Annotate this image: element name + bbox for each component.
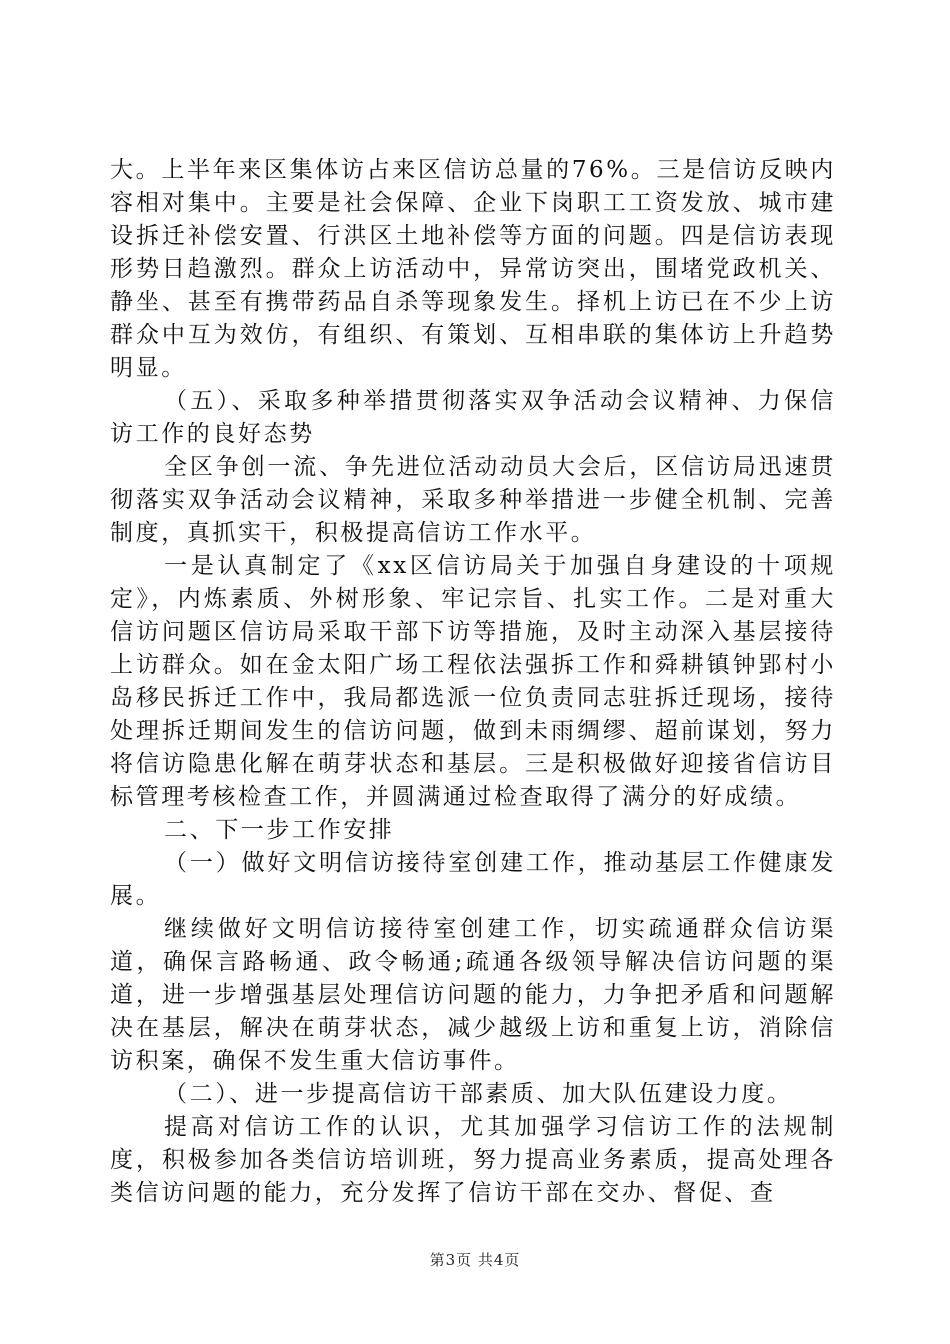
paragraph-2: （五）、采取多种举措贯彻落实双争活动会议精神、力保信访工作的良好态势 <box>110 388 836 447</box>
paragraph-7: 继续做好文明信访接待室创建工作，切实疏通群众信访渠道，确保言路畅通、政令畅通;疏通各级领导解决信访问题的渠道，进一步增强基层处理信访问题的能力，力争把矛盾和问题解决在基层，解决在萌芽状态，减少越级上访和重复上访，消除信访积案，确保不发生重大信访事件。 <box>110 916 836 1074</box>
paragraph-3: 全区争创一流、争先进位活动动员大会后，区信访局迅速贯彻落实双争活动会议精神，采取多种举措进一步健全机制、完善制度，真抓实干，积极提高信访工作水平。 <box>110 454 836 546</box>
page-footer: 第3页 共4页 <box>429 1251 521 1269</box>
paragraph-8: （二）、进一步提高信访干部素质、加大队伍建设力度。 <box>164 1081 793 1107</box>
document-body <box>110 154 836 1210</box>
paragraph-9: 提高对信访工作的认识，尤其加强学习信访工作的法规制度，积极参加各类信访培训班，努力提高业务素质，提高处理各类信访问题的能力，充分发挥了信访干部在交办、督促、查 <box>110 1114 836 1206</box>
paragraph-1: 大。上半年来区集体访占来区信访总量的76%。三是信访反映内容相对集中。主要是社会保障、企业下岗职工工资发放、城市建设拆迁补偿安置、行洪区土地补偿等方面的问题。四是信访表现形势日趋激烈。群众上访活动中，异常访突出，围堵党政机关、静坐、甚至有携带药品自杀等现象发生。择机上访已在不少上访群众中互为效仿，有组织、有策划、互相串联的集体访上升趋势明显。 <box>110 157 836 381</box>
paragraph-4: 一是认真制定了《xx区信访局关于加强自身建设的十项规定》，内炼素质、外树形象、牢记宗旨、扎实工作。二是对重大信访问题区信访局采取干部下访等措施，及时主动深入基层接待上访群众。如在金太阳广场工程依法强拆工作和舜耕镇钟郢村小岛移民拆迁工作中，我局都选派一位负责同志驻拆迁现场，接待处理拆迁期间发生的信访问题，做到未雨绸缪、超前谋划，努力将信访隐患化解在萌芽状态和基层。三是积极做好迎接省信访目标管理考核检查工作，并圆满通过检查取得了满分的好成绩。 <box>110 553 836 810</box>
section-heading: 二、下一步工作安排 <box>164 817 395 843</box>
paragraph-6: （一）做好文明信访接待室创建工作，推动基层工作健康发展。 <box>110 850 836 909</box>
